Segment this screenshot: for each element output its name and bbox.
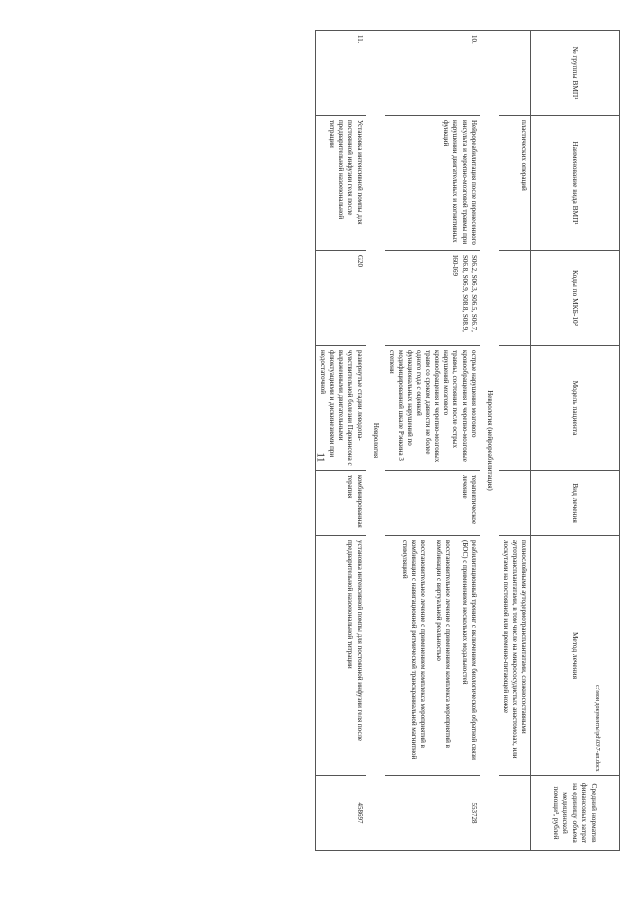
header-treatment-method: Метод лечения (531, 536, 620, 776)
vmp-table (315, 30, 620, 851)
header-group-number: № группы ВМП¹ (531, 31, 620, 116)
row-icd-codes: S06.2, S06.3, S06.5, S06.7, S06.8, S06.9, S08.8, S08.9, I60-I69 (385, 251, 480, 346)
row-patient-model: развернутые стадии леводопа-чувствительной болезни Паркинсона с выраженными двигательными флюктуациями и дискинезиями при недостаточной (316, 346, 366, 471)
continuation-method: полнослойными аутодермотрансплантатами, сложносоставными аутотрансплантатами, в том числе на микрососудистых анастомозах, или лоскутами на постоянной или временно-питающей ножке (499, 536, 531, 776)
header-treatment-kind: Вид лечения (531, 471, 620, 536)
table-row-continuation (499, 31, 531, 851)
row-treatment-methods (385, 536, 480, 776)
row-vmp-name: Установка интенсивной помпы для постоянной инфузии геля после предварительной назоеюнальной титрации (316, 116, 366, 251)
row-patient-model: острые нарушения мозгового кровообращения и черепно-мозговые травмы, состояния после острых нарушений мозгового кровообращения и черепно-мозговых травм со сроком давности не более одного года с оценкой функциональных нарушений по модифицированной шкале Рэнкина 3 степени (385, 346, 480, 471)
treatment-method-item: восстановительное лечение с применением комплекса мероприятий в комбинации с виртуальной реальностью (435, 540, 453, 748)
header-vmp-name: Наименование вида ВМП¹ (531, 116, 620, 251)
row-number: 10. (385, 31, 480, 116)
row-vmp-name: Нейрореабилитация после перенесенного инсульта и черепно-мозговой травмы при нарушении двигательных и когнитивных функций (385, 116, 480, 251)
section-header-row (366, 31, 385, 851)
rotated-table-container (85, 30, 620, 850)
row-icd-codes: G20 (316, 251, 366, 346)
row-average-cost: 458697 (316, 776, 366, 851)
section-title-neurology: Неврология (366, 31, 385, 851)
row-number: 11. (316, 31, 366, 116)
row-average-cost: 553728 (385, 776, 480, 851)
section-title-neuro-rehab: Неврология (нейрореабилитация) (480, 31, 499, 851)
page-number: 11 (314, 452, 326, 463)
table-header-row (531, 31, 620, 851)
row-treatment-method: установка интенсивной помпы для постоянной инфузии геля после предварительной назоеюнальной титрации (316, 536, 366, 776)
header-icd-codes: Коды по МКБ-10² (531, 251, 620, 346)
header-average-cost: Средний норматив финансовых затрат на единицу объема медицинской помощи³, рублей (531, 776, 620, 851)
row-treatment-kind: комбинированная терапия (316, 471, 366, 536)
table-row (385, 31, 480, 851)
row-treatment-kind: терапевтическое лечение (385, 471, 480, 536)
treatment-method-item: восстановительное лечение с применением комплекса мероприятий в комбинации с навигационной ритмической транскраниальной магнитной стимуляцией (401, 540, 428, 760)
document-footer-path: c:\мои документы\pd\03\7-ап.docx (594, 685, 600, 772)
treatment-method-item: реабилитационный тренинг с включением биологической обратной связи (БОС) с применением нескольких модальностей (460, 540, 478, 760)
table-row (316, 31, 366, 851)
section-header-row (480, 31, 499, 851)
continuation-name: пластических операций (499, 116, 531, 251)
header-patient-model: Модель пациента (531, 346, 620, 471)
